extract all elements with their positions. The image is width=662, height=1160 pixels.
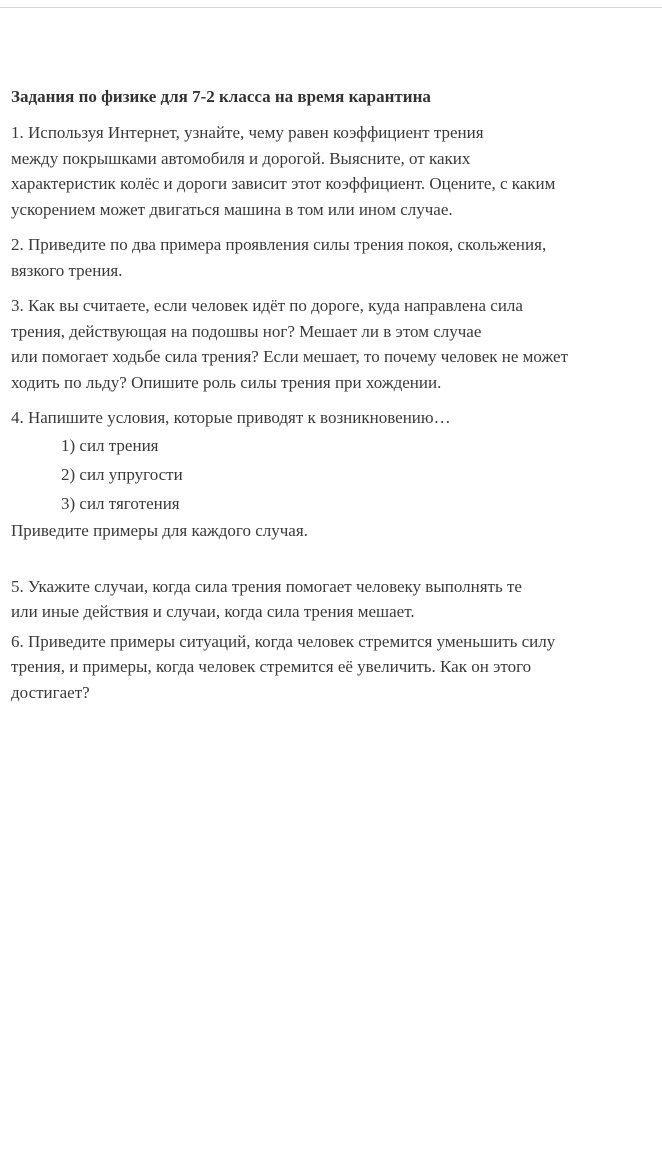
task-line: 6. Приведите примеры ситуаций, когда человек стремится уменьшить силу	[11, 631, 556, 651]
task-line: достигает?	[11, 682, 90, 702]
task-line: 5. Укажите случаи, когда сила трения помогает человеку выполнять те	[11, 576, 522, 596]
task-line: 3. Как вы считаете, если человек идёт по дороге, куда направлена сила	[11, 296, 523, 315]
task-3	[11, 293, 659, 395]
task-2	[11, 232, 659, 283]
task-line: между покрышками автомобиля и дорогой. Выясните, от каких	[11, 148, 471, 168]
spacer	[11, 548, 659, 574]
task-5	[11, 574, 659, 625]
task-6	[11, 629, 659, 706]
task-line: или иные действия и случаи, когда сила трения мешает.	[11, 602, 415, 621]
document-body	[11, 84, 659, 715]
task-line: трения, и примеры, когда человек стремится её увеличить. Как он этого	[11, 657, 532, 676]
task-line: ускорением может двигаться машина в том или ином случае.	[11, 199, 453, 219]
document-title: Задания по физике для 7-2 класса на время карантина	[11, 87, 431, 106]
list-item: 3) сил тяготения	[61, 493, 180, 513]
task-line: ходить по льду? Опишите роль силы трения при хождении.	[11, 372, 442, 392]
task-line: характеристик колёс и дороги зависит этот коэффициент. Оцените, с каким	[11, 174, 556, 193]
task-line: 4. Напишите условия, которые приводят к возникновению…	[11, 408, 451, 427]
list-item: 1) сил трения	[61, 435, 159, 455]
task-line: вязкого трения.	[11, 260, 123, 280]
task-4-footer: Приведите примеры для каждого случая.	[11, 520, 308, 540]
task-line: трения, действующая на подошвы ног? Мешает ли в этом случае	[11, 321, 482, 341]
task-1	[11, 120, 659, 222]
list-item: 2) сил упругости	[61, 464, 183, 484]
top-divider	[0, 7, 662, 8]
task-4-sublist	[11, 431, 659, 518]
task-4	[11, 405, 659, 544]
task-line: 2. Приведите по два примера проявления силы трения покоя, скольжения,	[11, 235, 547, 254]
task-line: или помогает ходьбе сила трения? Если мешает, то почему человек не может	[11, 347, 568, 366]
task-line: 1. Используя Интернет, узнайте, чему равен коэффициент трения	[11, 123, 484, 142]
